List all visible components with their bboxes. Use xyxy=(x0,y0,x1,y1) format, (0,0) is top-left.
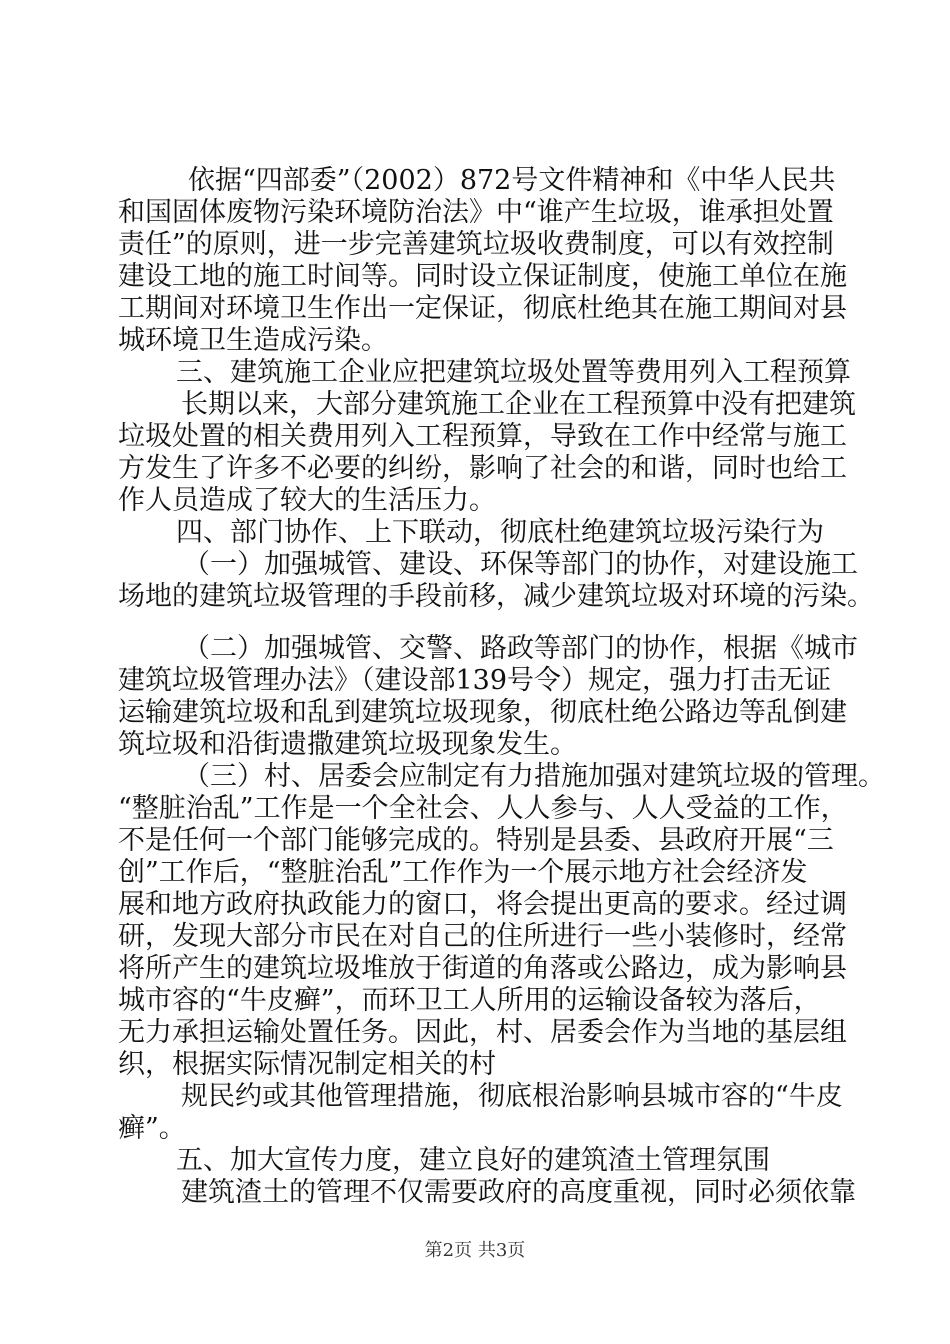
text-line: 将所产生的建筑垃圾堆放于街道的角落或公路边，成为影响县 xyxy=(118,953,847,984)
text-line: （一）加强城管、建设、环保等部门的协作，对建设施工 xyxy=(183,549,858,580)
text-line: 依据“四部委”（2002）872号文件精神和《中华人民共 xyxy=(188,165,836,196)
text-line: 运输建筑垃圾和乱到建筑垃圾现象，彻底杜绝公路边等乱倒建 xyxy=(118,697,847,728)
section-heading: 三、建筑施工企业应把建筑垃圾处置等费用列入工程预算 xyxy=(176,357,851,388)
text-line: 方发生了许多不必要的纠纷，影响了社会的和谐，同时也给工 xyxy=(118,453,847,484)
section-heading: 五、加大宣传力度，建立良好的建筑渣土管理氛围 xyxy=(176,1145,770,1176)
text-line: 筑垃圾和沿街遗撒建筑垃圾现象发生。 xyxy=(118,729,577,760)
text-line: 建筑垃圾管理办法》（建设部139号令）规定，强力打击无证 xyxy=(118,665,832,696)
text-line: 垃圾处置的相关费用列入工程预算，导致在工作中经常与施工 xyxy=(118,421,847,452)
text-line: 研，发现大部分市民在对自己的住所进行一些小装修时，经常 xyxy=(118,921,847,952)
page-footer: 第2页 共3页 xyxy=(424,1240,526,1261)
text-line: 织，根据实际情况制定相关的村 xyxy=(118,1049,496,1080)
text-line: “整脏治乱”工作是一个全社会、人人参与、人人受益的工作， xyxy=(118,793,848,824)
text-line: （三）村、居委会应制定有力措施加强对建筑垃圾的管理。 xyxy=(183,761,885,792)
text-line: 城市容的“牛皮癣”，而环卫工人所用的运输设备较为落后， xyxy=(118,985,821,1016)
text-line: 作人员造成了较大的生活压力。 xyxy=(118,485,496,516)
section-heading: 四、部门协作、上下联动，彻底杜绝建筑垃圾污染行为 xyxy=(176,517,824,548)
text-line: 和国固体废物污染环境防治法》中“谁产生垃圾，谁承担处置 xyxy=(118,197,834,228)
text-line: 不是任何一个部门能够完成的。特别是县委、县政府开展“三 xyxy=(118,825,834,856)
text-line: 建筑渣土的管理不仅需要政府的高度重视，同时必须依靠 xyxy=(181,1177,856,1208)
text-line: 建设工地的施工时间等。同时设立保证制度，使施工单位在施 xyxy=(118,261,847,292)
text-line: 场地的建筑垃圾管理的手段前移，减少建筑垃圾对环境的污染。 xyxy=(118,581,874,612)
text-line: 展和地方政府执政能力的窗口，将会提出更高的要求。经过调 xyxy=(118,889,847,920)
text-line: （二）加强城管、交警、路政等部门的协作，根据《城市 xyxy=(183,633,858,664)
text-line: 责任”的原则，进一步完善建筑垃圾收费制度，可以有效控制 xyxy=(118,229,834,260)
text-line: 创”工作后，“整脏治乱”工作作为一个展示地方社会经济发 xyxy=(118,857,808,888)
text-line: 工期间对环境卫生作出一定保证，彻底杜绝其在施工期间对县 xyxy=(118,293,847,324)
text-line: 长期以来，大部分建筑施工企业在工程预算中没有把建筑 xyxy=(181,389,856,420)
text-line: 无力承担运输处置任务。因此，村、居委会作为当地的基层组 xyxy=(118,1017,847,1048)
text-line: 规民约或其他管理措施，彻底根治影响县城市容的“牛皮 xyxy=(181,1081,843,1112)
text-line: 城环境卫生造成污染。 xyxy=(118,325,388,356)
text-line: 癣”。 xyxy=(118,1113,186,1144)
